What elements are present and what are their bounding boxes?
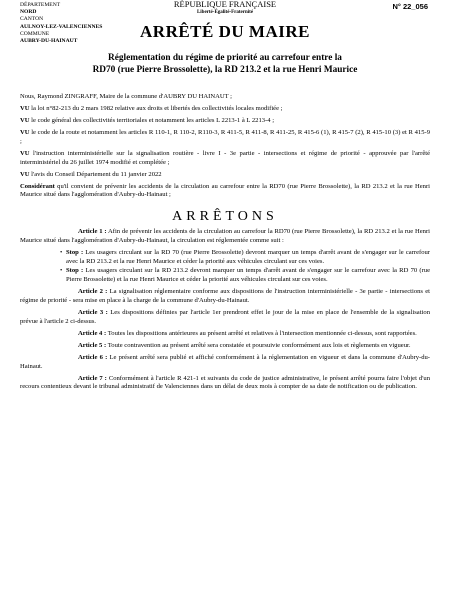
visa-paragraph [20, 171, 430, 180]
visa-text: le code général des collectivités territoriales et notamment les articles L 2213-1 à L 2213-4 ; [29, 116, 275, 124]
visa-paragraph [20, 117, 430, 126]
article-label: Article 3 : [78, 309, 108, 317]
header-line: AULNOY-LEZ-VALENCIENNES [20, 23, 103, 30]
header-line: CANTON [20, 16, 44, 23]
article-text: Les dispositions définies par l'article 1er prendront effet le jour de la mise en place de l'ensemble de la signalisation prévue à l'article 2 ci-dessus. [20, 309, 430, 325]
article-label: Article 4 : [78, 329, 107, 337]
considerant-text: qu'il convient de prévenir les accidents de la circulation au carrefour entre la RD70 (rue Pierre Brossolette), la RD 213.2 et la rue Henri Maurice situé dans l'agglomération d'Aubry-du-Hainaut ; [20, 182, 430, 199]
article-paragraph [20, 288, 430, 306]
visa-label: VU [20, 116, 30, 124]
header-line: NORD [20, 9, 37, 16]
list-item [20, 249, 430, 267]
article-label: Article 1 : [78, 228, 107, 236]
article-text: Toute contravention au présent arrêté sera constatée et poursuivie conformément aux lois et règlements en vigueur. [106, 341, 411, 349]
considerant-paragraph [20, 183, 430, 201]
arretons-heading: ARRÊTONS [172, 209, 278, 225]
article-paragraph [20, 228, 430, 246]
visa-text: l'avis du Conseil Département du 11 janvier 2022 [29, 170, 162, 178]
rule-label: Stop : [66, 248, 84, 256]
intro-paragraph: Nous, Raymond ZINGRAFF, Maire de la commune d'AUBRY DU HAINAUT ; [20, 93, 233, 100]
rule-text: Les usagers circulant sur la RD 213.2 devront marquer un temps d'arrêt avant de s'engager sur le carrefour avec la RD 70 (rue Pierre Brossolette) et la rue Henri Maurice et céder la priorité aux véhicules circulant sur ces voies. [66, 267, 431, 284]
visa-paragraph [20, 129, 430, 147]
visa-paragraph [20, 105, 430, 114]
bullet-icon: • [60, 248, 63, 256]
article-text: Afin de prévenir les accidents de la circulation au carrefour la RD70 (rue Pierre Brossolette), la RD 213.2 et la rue Henri Maurice situé dans l'agglomération d'Aubry-du-Hainaut, la circulation est réglementée comme suit : [20, 228, 430, 244]
article-text: Le présent arrêté sera publié et affiché conformément à la réglementation en vigueur et dans la commune d'Aubry-du-Hainaut. [20, 353, 430, 370]
article-paragraph [20, 309, 430, 327]
document-number: N° 22_056 [392, 2, 428, 11]
article-label: Article 5 : [78, 341, 107, 349]
republic-name: RÉPUBLIQUE FRANÇAISE [173, 0, 277, 9]
subject-line: RD70 (rue Pierre Brossolette), la RD 213.2 et la rue Henri Maurice [92, 65, 358, 75]
document-body [20, 93, 430, 395]
visa-text: l'instruction interministérielle sur la signalisation routière - livre I - 3e partie - intersections et régime de priorité - approuvée par l'arrêté interministériel du 26 juillet 1974 modifié et complétée ; [20, 149, 430, 166]
header-line: COMMUNE [20, 30, 50, 37]
header-line: AUBRY-DU-HAINAUT [20, 38, 78, 45]
visa-label: VU [20, 149, 30, 157]
article-text: La signalisation réglementaire conforme aux dispositions de l'instruction interministérielle - 3e partie - intersections et régime de priorité - sera mise en place à la charge de la commune d'Aubry-du-Hainaut. [20, 288, 430, 305]
article-paragraph [20, 375, 430, 393]
republic-header [140, 0, 310, 16]
visa-text: le code de la route et notamment les articles R 110-1, R 110-2, R110-3, R 411-5, R 411-8, R 411-25, R 415-6 (1), R 415-7 (2), R 415-10 (3) et R 415-9 ; [20, 128, 430, 145]
visa-text: la loi n°82-213 du 2 mars 1982 relative aux droits et libertés des collectivités locales modifiée ; [29, 104, 283, 112]
article-paragraph [20, 330, 430, 339]
subject-line: Réglementation du régime de priorité au carrefour entre la [108, 53, 342, 63]
visa-paragraph [20, 150, 430, 168]
article-label: Article 6 : [78, 353, 108, 361]
bullet-icon: • [60, 267, 63, 275]
considerant-label: Considérant [20, 182, 55, 190]
article-paragraph [20, 342, 430, 351]
page-title: ARRÊTÉ DU MAIRE [140, 22, 310, 41]
article-label: Article 7 : [78, 374, 107, 382]
list-item [20, 267, 430, 285]
stop-rules-list [20, 249, 430, 285]
rule-label: Stop : [66, 267, 84, 275]
visa-label: VU [20, 128, 30, 136]
article-paragraph [20, 354, 430, 372]
document-subject [40, 52, 410, 76]
article-text: Conformément à l'article R 421-1 et suivants du code de justice administrative, le présent arrêté pourra faire l'objet d'un recours contentieux devant le tribunal administratif de Valenciennes dans un délai de deux mois à compter de sa date de notification ou de publication. [20, 374, 430, 391]
visa-label: VU [20, 104, 30, 112]
visa-label: VU [20, 170, 30, 178]
republic-motto: Liberté-Égalité-Fraternité [196, 10, 254, 15]
rule-text: Les usagers circulant sur la RD 70 (rue Pierre Brossolette) devront marquer un temps d'arrêt avant de s'engager sur le carrefour avec la RD 213.2 et la rue Henri Maurice et céder la priorité aux véhicules circulant sur ces voies. [66, 248, 431, 265]
header-line: DÉPARTEMENT [20, 2, 61, 8]
article-text: Toutes les dispositions antérieures au présent arrêté et relatives à l'intersection mentionnée ci-dessus, sont rapportées. [106, 329, 417, 337]
article-label: Article 2 : [78, 288, 108, 296]
